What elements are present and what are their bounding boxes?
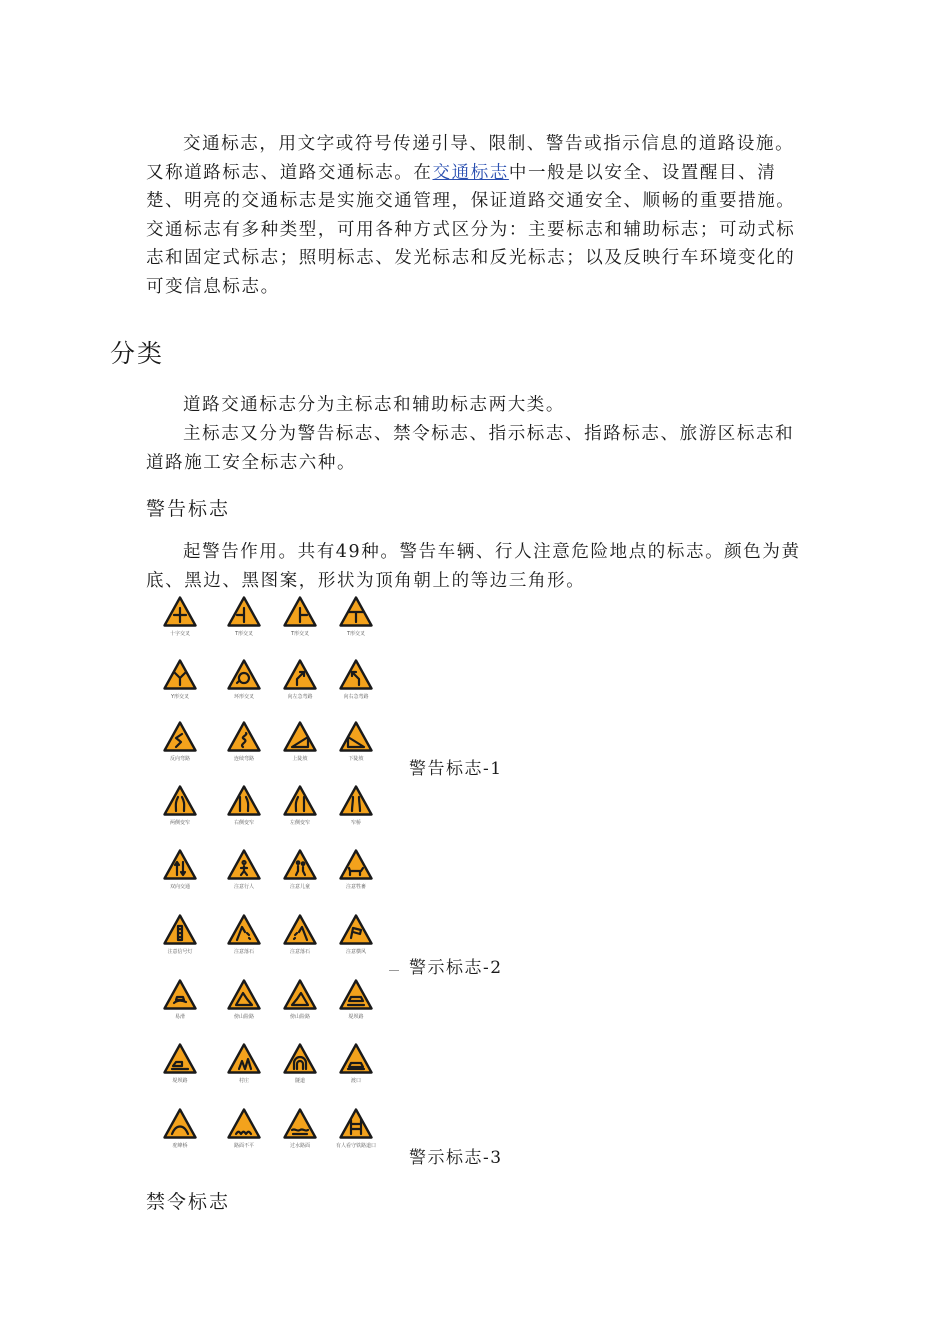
warning-sign-label: 注意落石 — [233, 949, 254, 955]
warning-sign — [150, 721, 210, 771]
caption-marker — [389, 970, 399, 971]
warning-sign-label: 隧道 — [294, 1078, 305, 1084]
hump-bridge-icon — [163, 1108, 197, 1139]
sharp-right-curve-icon — [339, 659, 373, 690]
warning-sign-label: 向左急弯路 — [287, 694, 313, 700]
warning-sign — [270, 1043, 330, 1093]
intro-paragraph — [146, 130, 806, 302]
warning-sign — [150, 596, 210, 646]
warning-sign — [214, 914, 274, 964]
warning-sign — [270, 596, 330, 646]
warning-sign-label: 右侧变窄 — [233, 820, 254, 826]
warning-sign — [270, 979, 330, 1029]
warning-sign — [270, 785, 330, 835]
warning-sign-label: 村庄 — [238, 1078, 249, 1084]
warning-sign — [214, 721, 274, 771]
mountain-road-right-icon — [283, 979, 317, 1010]
two-way-traffic-icon — [163, 849, 197, 880]
winding-road-icon — [227, 721, 261, 752]
warning-sign — [326, 1108, 386, 1158]
warning-sign — [326, 979, 386, 1029]
caption-warning-1: 警告标志-1 — [409, 759, 503, 779]
warning-sign-label: 堤坝路 — [172, 1078, 188, 1084]
section-title: 分类 — [110, 339, 165, 368]
warning-sign-label: 十字交叉 — [169, 631, 190, 637]
warning-sign-label: 驼峰桥 — [172, 1143, 188, 1149]
steep-ascent-icon — [283, 721, 317, 752]
warning-sign — [326, 914, 386, 964]
warning-sign-label: T形交叉 — [290, 631, 310, 637]
warning-sign-label: 注意横风 — [345, 949, 366, 955]
narrow-bridge-icon — [339, 785, 373, 816]
warning-sign — [270, 849, 330, 899]
warning-sign-label: 傍山险路 — [233, 1014, 254, 1020]
road-narrows-both-icon — [163, 785, 197, 816]
warning-sign-label: 注意信号灯 — [167, 949, 193, 955]
warning-sign-label: 环形交叉 — [233, 694, 254, 700]
traffic-signal-icon — [163, 914, 197, 945]
section-paragraph-2: 主标志又分为警告标志、禁令标志、指示标志、指路标志、旅游区标志和道路施工安全标志六种。 — [146, 424, 795, 473]
warning-sign — [326, 659, 386, 709]
warning-sign — [270, 721, 330, 771]
section-paragraph-1: 道路交通标志分为主标志和辅助标志两大类。 — [183, 395, 565, 415]
warning-sign-label: 反向弯路 — [169, 756, 190, 762]
roundabout-icon — [227, 659, 261, 690]
warning-sign-label: 堤坝路 — [348, 1014, 364, 1020]
t-junction-icon — [339, 596, 373, 627]
warning-sign — [214, 785, 274, 835]
warning-sign-label: 下陡坡 — [348, 756, 364, 762]
embankment-road-icon — [339, 979, 373, 1010]
livestock-icon — [339, 849, 373, 880]
warning-sign-label: 窄桥 — [350, 820, 361, 826]
road-narrows-right-icon — [227, 785, 261, 816]
warning-sign — [150, 979, 210, 1029]
warning-sign-label: T形交叉 — [234, 631, 254, 637]
warning-sign-label: 傍山险路 — [289, 1014, 310, 1020]
falling-rocks-left-icon — [227, 914, 261, 945]
warning-sign — [326, 596, 386, 646]
warning-sign — [214, 1108, 274, 1158]
warning-sign — [150, 1108, 210, 1158]
warning-sign-label: T形交叉 — [346, 631, 366, 637]
warning-sign-label: 向右急弯路 — [343, 694, 369, 700]
embankment-road-2-icon — [163, 1043, 197, 1074]
warning-sign — [214, 596, 274, 646]
cross-junction-icon — [163, 596, 197, 627]
intro-text-before: 交通标志，用文字或符号传递引导、限制、警告或指示信息的道路设施。又称道路标志、道路交通标志。在 — [146, 134, 795, 183]
warning-sign — [214, 979, 274, 1029]
warning-sign-label: 注意落石 — [289, 949, 310, 955]
warning-sign — [326, 1043, 386, 1093]
uneven-road-icon — [227, 1108, 261, 1139]
warning-sign-label: 路面不平 — [233, 1143, 254, 1149]
caption-warning-3: 警示标志-3 — [409, 1148, 503, 1168]
t-right-junction-icon — [283, 596, 317, 627]
crosswind-icon — [339, 914, 373, 945]
warning-sign — [326, 785, 386, 835]
warning-sign-label: 注意儿童 — [289, 884, 310, 890]
warning-sign-label: 左侧变窄 — [289, 820, 310, 826]
traffic-sign-link[interactable]: 交通标志 — [432, 162, 509, 183]
guarded-rail-crossing-icon — [339, 1108, 373, 1139]
warning-sign-label: 渡口 — [350, 1078, 361, 1084]
t-left-junction-icon — [227, 596, 261, 627]
sharp-left-curve-icon — [283, 659, 317, 690]
warning-sign — [150, 849, 210, 899]
warning-sign — [270, 914, 330, 964]
road-narrows-left-icon — [283, 785, 317, 816]
warning-sign — [150, 914, 210, 964]
pedestrians-icon — [227, 849, 261, 880]
warning-sign-label: 易滑 — [174, 1014, 185, 1020]
warning-signs-heading: 警告标志 — [146, 498, 231, 520]
village-icon — [227, 1043, 261, 1074]
warning-sign — [270, 1108, 330, 1158]
warning-sign — [270, 659, 330, 709]
warning-sign — [150, 659, 210, 709]
slippery-road-icon — [163, 979, 197, 1010]
tunnel-icon — [283, 1043, 317, 1074]
warning-sign-label: 上陡坡 — [292, 756, 308, 762]
warning-sign — [326, 849, 386, 899]
water-crossing-icon — [283, 1108, 317, 1139]
warning-sign — [150, 785, 210, 835]
falling-rocks-right-icon — [283, 914, 317, 945]
caption-warning-2: 警示标志-2 — [409, 958, 503, 978]
prohibition-signs-heading: 禁令标志 — [146, 1191, 231, 1213]
reverse-curve-icon — [163, 721, 197, 752]
y-junction-icon — [163, 659, 197, 690]
warning-sign — [214, 849, 274, 899]
ferry-icon — [339, 1043, 373, 1074]
warning-sign-label: 过水路面 — [289, 1143, 310, 1149]
mountain-road-left-icon — [227, 979, 261, 1010]
warning-sign-label: 注意行人 — [233, 884, 254, 890]
warning-sign — [214, 659, 274, 709]
steep-descent-icon — [339, 721, 373, 752]
warning-sign-label: 连续弯路 — [233, 756, 254, 762]
warning-sign-label: 有人看守铁路道口 — [335, 1143, 376, 1149]
intro-text-after: 中一般是以安全、设置醒目、清楚、明亮的交通标志是实施交通管理，保证道路交通安全、顺畅的重要措施。 交通标志有多种类型，可用各种方式区分为：主要标志和辅助标志；可动式标志和固定式标志；照明标志、发光标志和反光标志；以及反映行车环境变化的可变信息标志。 — [146, 162, 796, 297]
warning-sign-label: 两侧变窄 — [169, 820, 190, 826]
warning-sign — [214, 1043, 274, 1093]
children-icon — [283, 849, 317, 880]
warning-sign-label: Y形交叉 — [170, 694, 190, 700]
warning-description: 起警告作用。共有49种。警告车辆、行人注意危险地点的标志。颜色为黄底、黑边、黑图案，形状为顶角朝上的等边三角形。 — [146, 542, 801, 591]
warning-sign-label: 双向交通 — [169, 884, 190, 890]
warning-sign-label: 注意牲畜 — [345, 884, 366, 890]
warning-sign — [150, 1043, 210, 1093]
warning-sign — [326, 721, 386, 771]
